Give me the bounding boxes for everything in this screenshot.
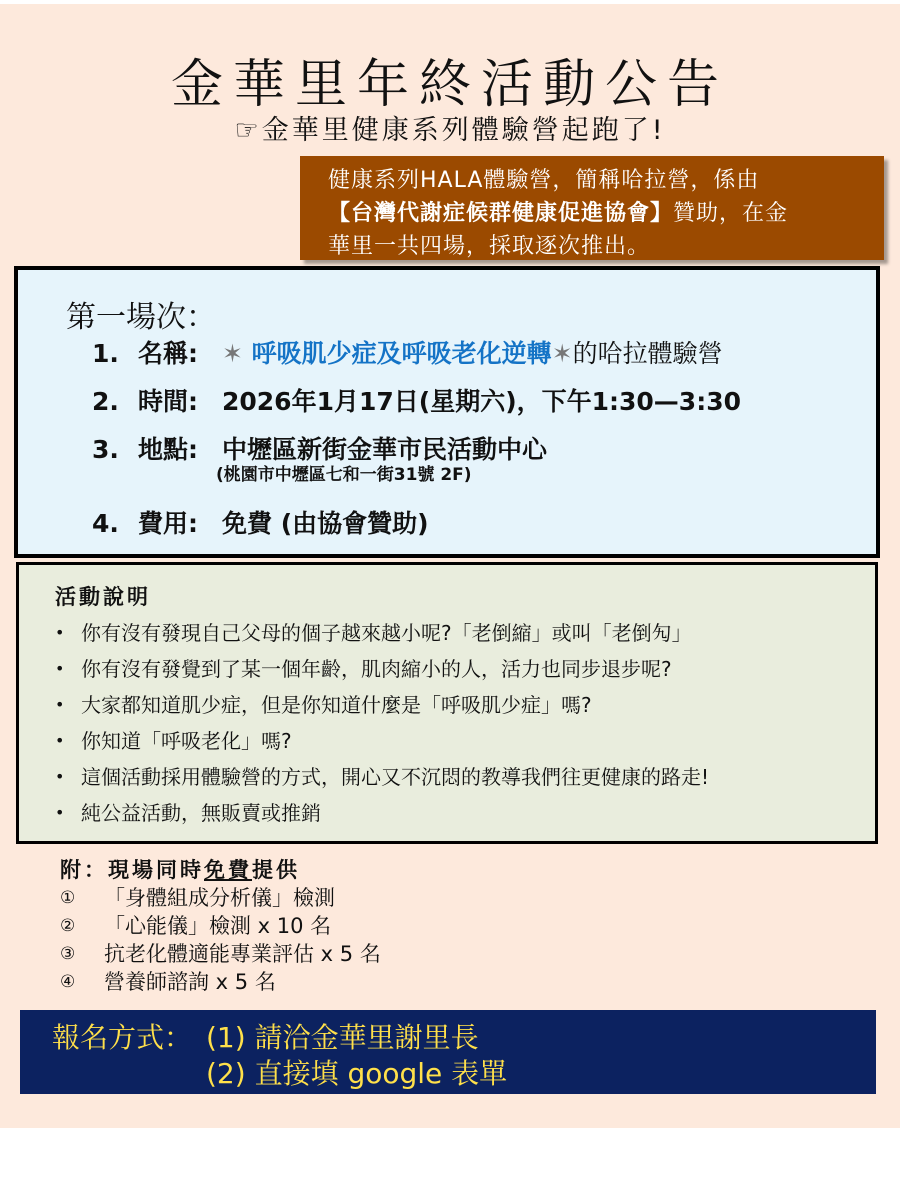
intro-org-name: 【台灣代謝症候群健康促進協會】 bbox=[328, 201, 674, 226]
item-key: 地點: bbox=[138, 435, 198, 464]
item-value bbox=[222, 334, 723, 374]
list-item bbox=[55, 651, 865, 687]
extras-list bbox=[60, 884, 660, 996]
signup-label: 報名方式： bbox=[52, 1021, 193, 1054]
item-number: 3. bbox=[92, 435, 119, 464]
extras-heading-post: 提供 bbox=[252, 858, 300, 882]
extras-heading bbox=[60, 854, 300, 884]
list-item bbox=[60, 884, 660, 912]
signup-box bbox=[20, 1010, 876, 1094]
list-item-text: 你知道「呼吸老化」嗎? bbox=[81, 729, 292, 753]
list-item-text: 純公益活動，無販賣或推銷 bbox=[81, 801, 321, 825]
signup-option-google-form: (2) 直接填 google 表單 bbox=[206, 1057, 508, 1090]
list-item bbox=[60, 968, 660, 996]
description-heading: 活動說明 bbox=[55, 585, 151, 609]
description-box bbox=[16, 562, 878, 844]
session-heading: 第一場次： bbox=[66, 300, 216, 335]
item-key: 費用: bbox=[138, 509, 198, 538]
item-number: 2. bbox=[92, 387, 119, 416]
circled-number-3-icon: ③ bbox=[60, 944, 76, 964]
extras-heading-free: 免費 bbox=[204, 858, 252, 882]
star-icon: ✶ bbox=[551, 339, 573, 368]
list-item bbox=[55, 615, 865, 651]
intro-line-2-rest: 贊助，在金 bbox=[673, 201, 789, 226]
session-item-fee bbox=[92, 504, 862, 552]
extras-item-text: 「身體組成分析儀」檢測 bbox=[104, 886, 335, 910]
bullet-icon: • bbox=[55, 695, 65, 714]
bullet-icon: • bbox=[55, 731, 65, 750]
list-item bbox=[55, 759, 865, 795]
list-item-text: 這個活動採用體驗營的方式，開心又不沉悶的教導我們往更健康的路走! bbox=[81, 765, 710, 789]
signup-option-contact: (1) 請洽金華里謝里長 bbox=[206, 1021, 479, 1054]
session-address: (桃園市中壢區七和一街31號 2F) bbox=[216, 465, 472, 485]
bullet-icon: • bbox=[55, 623, 65, 642]
page-title: 金華里年終活動公告 bbox=[170, 55, 729, 115]
list-item-text: 你有沒有發覺到了某一個年齡，肌肉縮小的人，活力也同步退步呢? bbox=[81, 657, 672, 681]
session-item-time bbox=[92, 382, 862, 430]
event-name-suffix: 的哈拉體驗營 bbox=[572, 339, 723, 368]
list-item-text: 你有沒有發現自己父母的個子越來越小呢?「老倒縮」或叫「老倒勼」 bbox=[81, 621, 692, 645]
item-number: 4. bbox=[92, 509, 119, 538]
item-key: 時間: bbox=[138, 387, 198, 416]
intro-line-1: 健康系列HALA體驗營，簡稱哈拉營，係由 bbox=[328, 168, 760, 193]
item-value: 2026年1月17日(星期六)，下午1:30—3:30 bbox=[222, 387, 741, 416]
intro-line-2 bbox=[328, 197, 870, 230]
item-value: 免費 (由協會贊助) bbox=[222, 509, 429, 538]
circled-number-2-icon: ② bbox=[60, 916, 76, 936]
session-list bbox=[92, 334, 862, 552]
session-box bbox=[14, 266, 880, 558]
bullet-icon: • bbox=[55, 803, 65, 822]
description-list bbox=[55, 615, 865, 831]
circled-number-4-icon: ④ bbox=[60, 972, 76, 992]
extras-heading-pre: 附：現場同時 bbox=[60, 858, 204, 882]
intro-line-3: 華里一共四場，採取逐次推出。 bbox=[328, 234, 651, 259]
bullet-icon: • bbox=[55, 767, 65, 786]
extras-item-text: 抗老化體適能專業評估 x 5 名 bbox=[104, 942, 381, 966]
list-item bbox=[55, 723, 865, 759]
session-item-name bbox=[92, 334, 862, 382]
session-item-location bbox=[92, 430, 862, 478]
star-icon: ✶ bbox=[222, 339, 243, 368]
list-item bbox=[55, 687, 865, 723]
list-item bbox=[55, 795, 865, 831]
event-name-highlight: 呼吸肌少症及呼吸老化逆轉 bbox=[251, 339, 552, 368]
list-item-text: 大家都知道肌少症，但是你知道什麼是「呼吸肌少症」嗎? bbox=[81, 693, 592, 717]
list-item bbox=[60, 940, 660, 968]
item-key: 名稱: bbox=[138, 339, 198, 368]
extras-item-text: 營養師諮詢 x 5 名 bbox=[104, 970, 276, 994]
intro-box bbox=[300, 156, 884, 260]
item-value: 中壢區新街金華市民活動中心 bbox=[222, 435, 548, 464]
circled-number-1-icon: ① bbox=[60, 888, 76, 908]
list-item bbox=[60, 912, 660, 940]
notice-page bbox=[0, 4, 900, 1128]
bullet-icon: • bbox=[55, 659, 65, 678]
extras-item-text: 「心能儀」檢測 x 10 名 bbox=[104, 914, 332, 938]
item-number: 1. bbox=[92, 339, 119, 368]
page-subtitle: ☞金華里健康系列體驗營起跑了! bbox=[234, 115, 666, 146]
